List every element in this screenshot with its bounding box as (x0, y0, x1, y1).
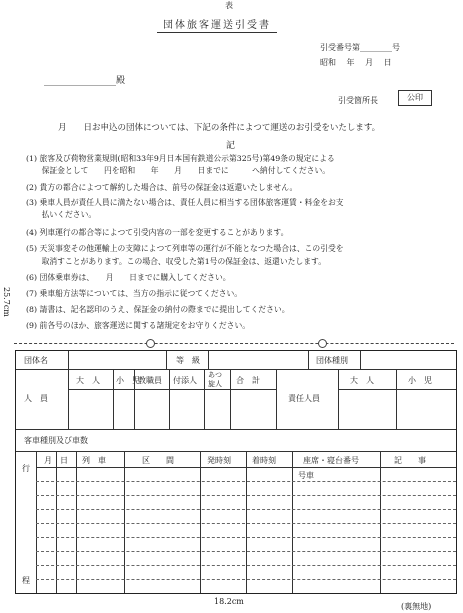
itinerary-label-bottom: 程 (22, 576, 30, 585)
car-number-label: 号車 (298, 471, 314, 480)
itinerary-label-top: 行 (22, 464, 30, 473)
clause-5b: 取消すことがあります。この場合、収受した第1号の保証金は、返還いたします。 (26, 257, 326, 266)
clause-5a: (5) 天災事変その他運輸上の支障によつて列車等の運行が不能となつた場合は、この引受を (26, 244, 344, 253)
clause-1b: 保証金として 円を昭和 年 月 日までに へ納付してください。 (26, 166, 331, 175)
guide-label: あつ旋人 (208, 371, 222, 388)
clause-7: (7) 乗車船方法等については、当方の指示に従つてください。 (26, 289, 243, 298)
reference-number: 引受番号第________号 (320, 43, 400, 52)
attendant-label: 付添人 (173, 376, 197, 385)
intro-text: 月 日お申込の団体については、下記の条件によつて運送のお引受をいたします。 (58, 123, 381, 133)
clause-8: (8) 請書は、記名認印のうえ、保証金の納付の際までに提出してください。 (26, 305, 290, 314)
height-dimension: 25.7cm (2, 287, 11, 317)
ki-heading: 記 (226, 141, 236, 151)
perforation-line (14, 343, 454, 344)
binding-hole (318, 339, 327, 348)
front-side-mark: 表 (225, 1, 233, 10)
month-header: 月 (44, 456, 52, 465)
day-header: 日 (60, 456, 68, 465)
group-form-table (15, 350, 457, 594)
total-label: 合 計 (236, 376, 260, 385)
arrive-time-header: 着時刻 (252, 456, 276, 465)
responsible-child-label: 小 児 (408, 376, 432, 385)
child-label: 小 児 (116, 376, 140, 385)
train-header: 列 車 (82, 456, 106, 465)
addressee-line: ________________殿 (44, 76, 126, 86)
clause-4: (4) 列車運行の都合等によつて引受内容の一部を変更することがあります。 (26, 228, 289, 237)
adult-label: 大 人 (76, 376, 100, 385)
back-blank-note: (裏無地) (401, 602, 432, 611)
official-seal-box: 公印 (398, 90, 432, 106)
clause-1a: (1) 旅客及び荷物営業規則(昭和33年9月日本国有鉄道公示第325号)第49条の規定による (26, 154, 335, 163)
persons-label: 人 員 (24, 394, 48, 403)
section-header: 区 間 (142, 456, 174, 465)
depart-time-header: 発時刻 (207, 456, 231, 465)
staff-label: 教職員 (138, 376, 162, 385)
note-header: 記 事 (394, 456, 426, 465)
group-name-label: 団体名 (24, 356, 48, 365)
grade-label: 等 級 (176, 356, 200, 365)
chief-label: 引受箇所長 (338, 96, 378, 105)
clause-9: (9) 前各号のほか、旅客運送に関する諸規定をお守りください。 (26, 321, 251, 330)
document-title: 団体旅客運送引受書 (157, 16, 277, 33)
binding-hole (146, 339, 155, 348)
clause-3b: 払いください。 (26, 210, 97, 219)
clause-3a: (3) 乗車人員が責任人員に満たない場合は、責任人員に相当する団体旅客運賃・料金をお支 (26, 198, 344, 207)
seat-header: 座席・寝台番号 (303, 456, 359, 465)
clause-6: (6) 団体乗車券は、 月 日までに購入してください。 (26, 273, 231, 282)
responsible-adult-label: 大 人 (350, 376, 374, 385)
clause-2: (2) 貴方の都合によつて解約した場合は、前号の保証金は返還いたしません。 (26, 183, 298, 192)
date-line: 昭和 年 月 日 (320, 58, 392, 67)
car-type-label: 客車種別及び車数 (24, 436, 88, 445)
group-type-label: 団体種別 (316, 356, 348, 365)
responsible-persons-label: 責任人員 (288, 394, 320, 403)
width-dimension: 18.2cm (214, 597, 244, 606)
